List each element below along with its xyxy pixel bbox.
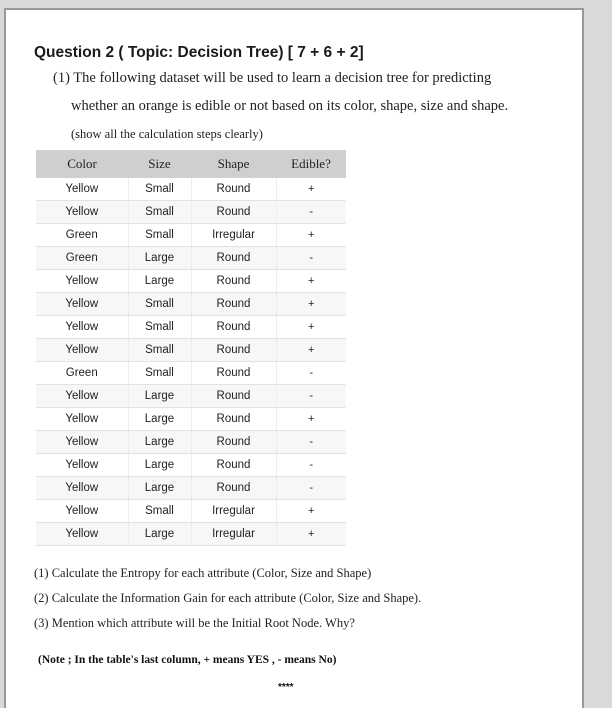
cell-color: Yellow	[36, 500, 128, 523]
cell-color: Yellow	[36, 201, 128, 224]
cell-shape: Round	[191, 178, 276, 201]
cell-size: Large	[128, 270, 191, 293]
cell-shape: Round	[191, 454, 276, 477]
cell-edible: +	[276, 224, 346, 247]
document-page	[4, 8, 584, 708]
table-row	[36, 362, 346, 385]
table-note: (Note ; In the table's last column, + means YES , - means No)	[38, 654, 337, 666]
table-row	[36, 270, 346, 293]
cell-edible: -	[276, 477, 346, 500]
cell-color: Yellow	[36, 270, 128, 293]
table-row	[36, 523, 346, 546]
table-row	[36, 385, 346, 408]
cell-edible: +	[276, 178, 346, 201]
table-row	[36, 316, 346, 339]
cell-edible: +	[276, 293, 346, 316]
cell-edible: +	[276, 500, 346, 523]
cell-size: Large	[128, 523, 191, 546]
cell-shape: Round	[191, 270, 276, 293]
cell-size: Small	[128, 339, 191, 362]
cell-shape: Round	[191, 339, 276, 362]
table-row	[36, 178, 346, 201]
cell-shape: Irregular	[191, 523, 276, 546]
cell-shape: Round	[191, 293, 276, 316]
cell-color: Yellow	[36, 339, 128, 362]
cell-shape: Round	[191, 408, 276, 431]
cell-color: Yellow	[36, 477, 128, 500]
steps-note: (show all the calculation steps clearly)	[71, 127, 263, 141]
cell-size: Small	[128, 362, 191, 385]
cell-color: Green	[36, 224, 128, 247]
cell-edible: -	[276, 362, 346, 385]
cell-color: Yellow	[36, 316, 128, 339]
cell-color: Yellow	[36, 385, 128, 408]
cell-color: Green	[36, 362, 128, 385]
dataset-table	[36, 150, 346, 546]
cell-size: Large	[128, 454, 191, 477]
cell-edible: +	[276, 339, 346, 362]
table-row	[36, 293, 346, 316]
cell-size: Large	[128, 408, 191, 431]
cell-edible: +	[276, 270, 346, 293]
cell-edible: +	[276, 408, 346, 431]
question-item: (3) Mention which attribute will be the Initial Root Node. Why?	[34, 616, 355, 630]
table-row	[36, 224, 346, 247]
cell-edible: -	[276, 431, 346, 454]
table-row	[36, 477, 346, 500]
intro-line-1: (1) The following dataset will be used to learn a decision tree for predicting	[53, 70, 492, 86]
cell-size: Small	[128, 201, 191, 224]
cell-color: Yellow	[36, 178, 128, 201]
cell-size: Large	[128, 431, 191, 454]
cell-color: Yellow	[36, 408, 128, 431]
table-row	[36, 500, 346, 523]
cell-edible: -	[276, 201, 346, 224]
cell-shape: Irregular	[191, 224, 276, 247]
cell-size: Large	[128, 247, 191, 270]
cell-edible: +	[276, 316, 346, 339]
cell-shape: Round	[191, 362, 276, 385]
cell-color: Yellow	[36, 454, 128, 477]
header-shape: Shape	[191, 150, 276, 178]
cell-shape: Round	[191, 247, 276, 270]
question-title: Question 2 ( Topic: Decision Tree) [ 7 + 6 + 2]	[34, 44, 364, 61]
cell-color: Yellow	[36, 523, 128, 546]
intro-line-2: whether an orange is edible or not based on its color, shape, size and shape.	[71, 98, 509, 114]
cell-size: Small	[128, 293, 191, 316]
cell-edible: -	[276, 454, 346, 477]
end-marker: ****	[278, 682, 294, 693]
question-list	[34, 566, 421, 641]
cell-color: Yellow	[36, 293, 128, 316]
header-size: Size	[128, 150, 191, 178]
cell-shape: Irregular	[191, 500, 276, 523]
table-row	[36, 408, 346, 431]
cell-shape: Round	[191, 201, 276, 224]
cell-shape: Round	[191, 431, 276, 454]
cell-edible: -	[276, 247, 346, 270]
cell-size: Large	[128, 477, 191, 500]
cell-color: Green	[36, 247, 128, 270]
cell-size: Small	[128, 224, 191, 247]
cell-shape: Round	[191, 477, 276, 500]
table-header-row	[36, 150, 346, 178]
header-color: Color	[36, 150, 128, 178]
cell-edible: -	[276, 385, 346, 408]
table-row	[36, 339, 346, 362]
cell-shape: Round	[191, 385, 276, 408]
table-row	[36, 201, 346, 224]
cell-size: Small	[128, 500, 191, 523]
cell-color: Yellow	[36, 431, 128, 454]
cell-edible: +	[276, 523, 346, 546]
table-row	[36, 454, 346, 477]
cell-size: Small	[128, 178, 191, 201]
question-item: (2) Calculate the Information Gain for each attribute (Color, Size and Shape).	[34, 591, 422, 605]
table-row	[36, 247, 346, 270]
cell-shape: Round	[191, 316, 276, 339]
question-item: (1) Calculate the Entropy for each attribute (Color, Size and Shape)	[34, 566, 372, 580]
table-row	[36, 431, 346, 454]
cell-size: Large	[128, 385, 191, 408]
cell-size: Small	[128, 316, 191, 339]
header-edible: Edible?	[276, 150, 346, 178]
